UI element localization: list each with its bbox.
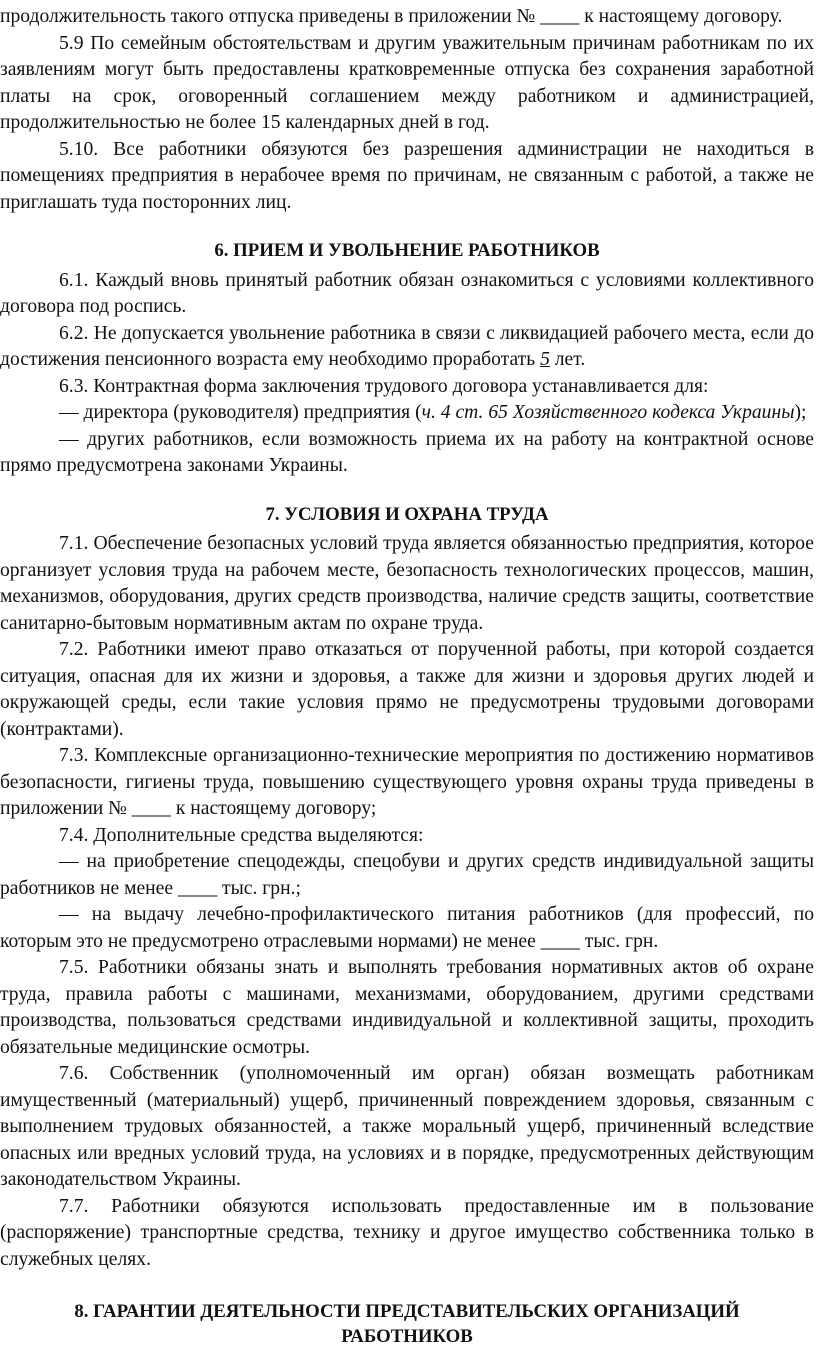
paragraph-6-2-text: 6.2. Не допускается увольнение работника в связи с ликвидацией рабочего места, если до достижения пенсионного возраста ему необходимо проработать xyxy=(0,322,814,370)
item-director-tail: ); xyxy=(794,402,807,423)
paragraph-6-2 xyxy=(0,321,814,374)
paragraph-6-3: 6.3. Контрактная форма заключения трудового договора устанавливается для: xyxy=(59,375,709,397)
item-director-text: — директора (руководителя) предприятия ( xyxy=(59,402,422,423)
section-6-heading: 6. ПРИЕМ И УВОЛЬНЕНИЕ РАБОТНИКОВ xyxy=(214,240,600,261)
paragraph-6-1: 6.1. Каждый вновь принятый работник обязан ознакомиться с условиями коллективного договора под роспись. xyxy=(0,269,814,317)
paragraph-7-4: 7.4. Дополнительные средства выделяются: xyxy=(59,824,424,846)
item-director-law-reference: ч. 4 ст. 65 Хозяйственного кодекса Украины xyxy=(421,402,795,423)
paragraph-6-3-item-other-workers: — других работников, если возможность приема их на работу на контрактной основе прямо предусмотрена законами Украины. xyxy=(0,428,814,476)
paragraph-7-1: 7.1. Обеспечение безопасных условий труда является обязанностью предприятия, которое организует условия труда на рабочем месте, безопасность технологических процессов, машин, механизмов, оборудования, других средств производства, наличие средств защиты, соответствие санитарно-бытовым нормативным актам по охране труда. xyxy=(0,533,814,634)
paragraph-7-6: 7.6. Собственник (уполномоченный им орган) обязан возмещать работникам имущественный (материальный) ущерб, причиненный повреждением здоровья, связанным с выполнением трудовых обязанностей, а также моральный ущерб, причиненный вследствие опасных или вредных условий труда, на условиях и в порядке, предусмотренных действующим законодательством Украины. xyxy=(0,1063,814,1190)
section-8-heading-line2: РАБОТНИКОВ xyxy=(341,1326,473,1347)
paragraph-6-3-item-director xyxy=(0,400,814,427)
paragraph-7-4-item-workwear: — на приобретение спецодежды, спецобуви и других средств индивидуальной защиты работников не менее ____ тыс. грн.; xyxy=(0,851,814,899)
paragraph-6-2-tail: лет. xyxy=(549,349,586,370)
paragraph-6-2-years: 5 xyxy=(540,349,550,370)
paragraph-7-5: 7.5. Работники обязаны знать и выполнять требования нормативных актов об охране труда, правила работы с машинами, механизмами, оборудованием, другими средствами производства, пользоваться средствами индивидуальной и коллективной защиты, проходить обязательные медицинские осмотры. xyxy=(0,957,814,1058)
paragraph-7-3: 7.3. Комплексные организационно-технические мероприятия по достижению нормативов безопасности, гигиены труда, повышению существующего уровня охраны труда приведены в приложении № ____ к настоящему договору; xyxy=(0,745,814,819)
section-8-heading-line1: 8. ГАРАНТИИ ДЕЯТЕЛЬНОСТИ ПРЕДСТАВИТЕЛЬСКИХ ОРГАНИЗАЦИЙ xyxy=(74,1301,740,1322)
paragraph-5-9: 5.9 По семейным обстоятельствам и другим уважительным причинам работникам по их заявлениям могут быть предоставлены кратковременные отпуска без сохранения заработной платы на срок, оговоренный соглашением между работником и администрацией, продолжительностью не более 15 календарных дней в год. xyxy=(0,32,814,133)
paragraph-5-8-continuation: продолжительность такого отпуска приведены в приложении № ____ к настоящему договору. xyxy=(0,6,783,27)
paragraph-7-4-item-nutrition: — на выдачу лечебно-профилактического питания работников (для профессий, по которым это не предусмотрено отраслевыми нормами) не менее ____ тыс. грн. xyxy=(0,904,814,952)
paragraph-5-10: 5.10. Все работники обязуются без разрешения администрации не находиться в помещениях предприятия в нерабочее время по причинам, не связанным с работой, а также не приглашать туда посторонних лиц. xyxy=(0,138,814,213)
paragraph-7-7: 7.7. Работники обязуются использовать предоставленные им в пользование (распоряжение) транспортные средства, технику и другое имущество собственника только в служебных целях. xyxy=(0,1195,814,1270)
paragraph-7-2: 7.2. Работники имеют право отказаться от порученной работы, при которой создается ситуация, опасная для их жизни и здоровья, а также для жизни и здоровья других людей и окружающей среды, если такие условия прямо не предусмотрены трудовыми договорами (контрактами). xyxy=(0,639,814,740)
section-7-heading: 7. УСЛОВИЯ И ОХРАНА ТРУДА xyxy=(265,503,549,525)
section-8-heading xyxy=(0,1299,814,1349)
